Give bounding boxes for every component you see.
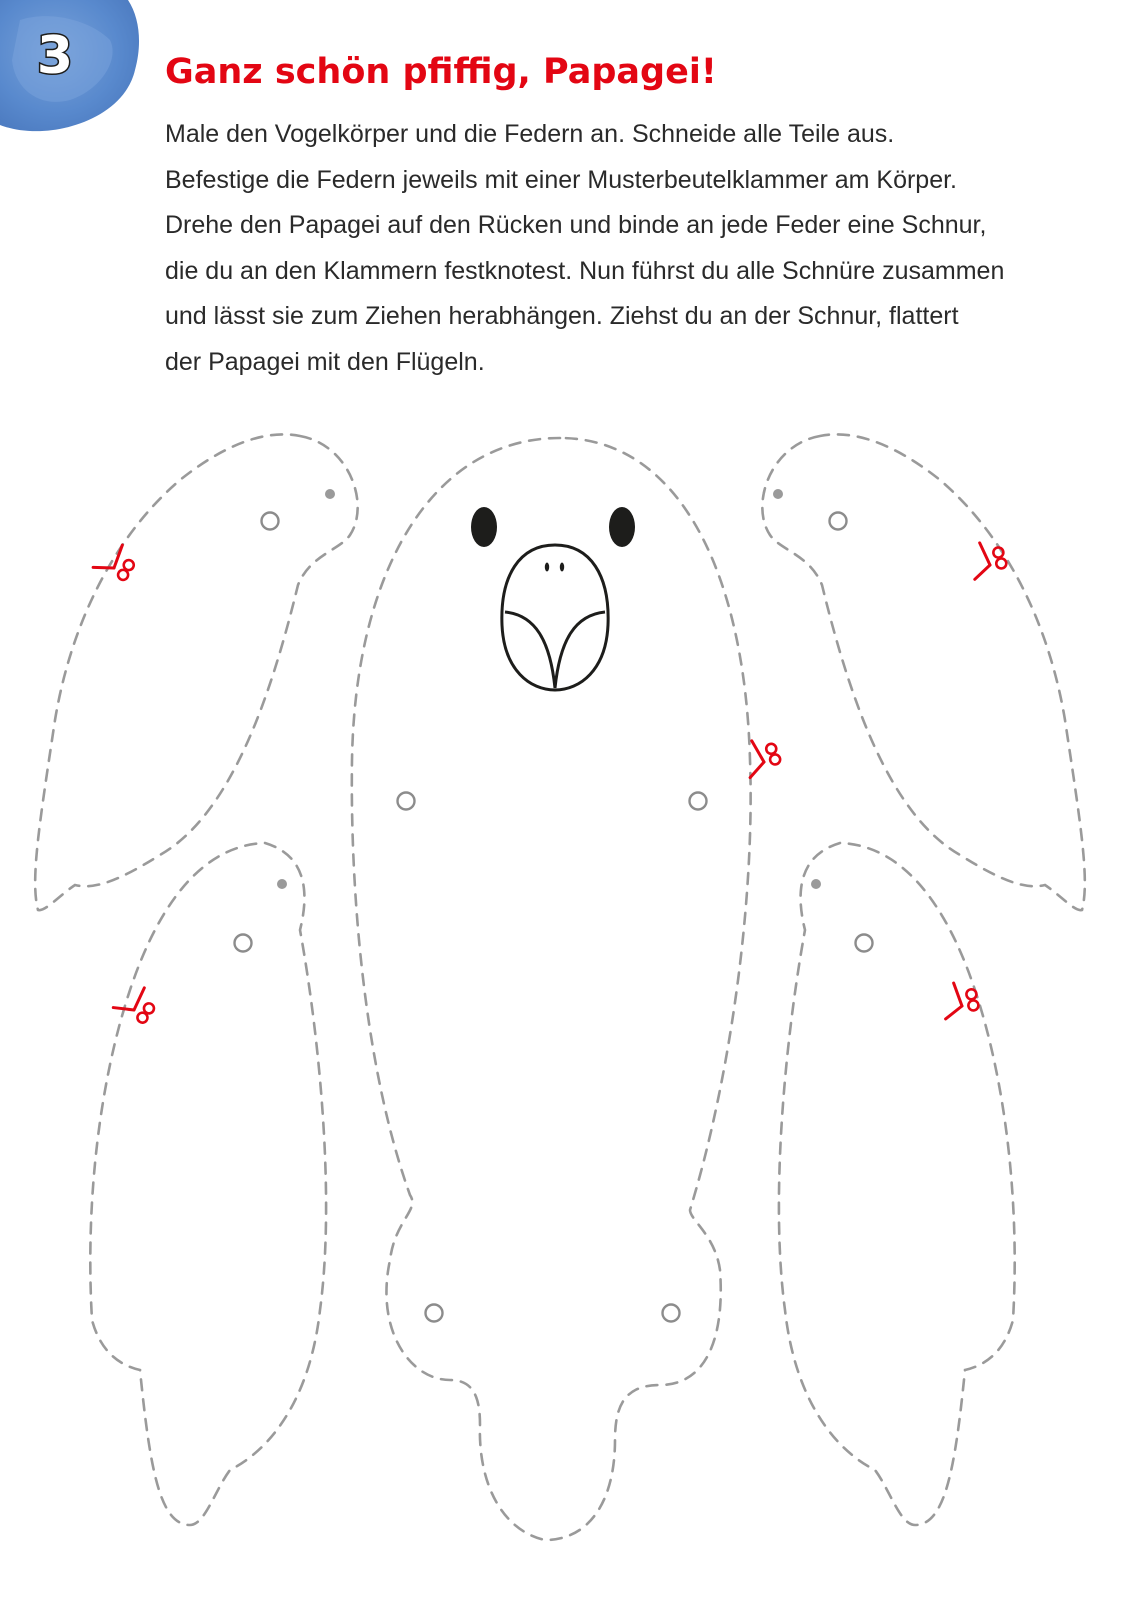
page-title: Ganz schön pfiffig, Papagei! [165,52,717,92]
feather-upper-left [35,434,357,910]
feather-lower-right [779,843,1015,1525]
feather-cut-line [90,843,326,1525]
feather-cut-line [779,843,1015,1525]
scissors-icon [934,978,985,1030]
fastener-hole [235,935,252,952]
attach-dot [773,489,783,499]
instruction-line: Drehe den Papagei auf den Rücken und binde an jede Feder eine Schnur, [165,211,987,239]
instruction-line: und lässt sie zum Ziehen herabhängen. Ziehst du an der Schnur, flattert [165,302,959,330]
fastener-hole [262,513,279,530]
scissors-icon [963,538,1012,590]
fastener-hole [690,793,707,810]
attach-dot [811,879,821,889]
instruction-line: Male den Vogelkörper und die Federn an. Schneide alle Teile aus. [165,120,895,148]
feather-cut-line [762,434,1084,910]
left-eye [471,507,497,547]
attach-dot [277,879,287,889]
beak [502,545,608,690]
step-number: 3 [36,26,74,86]
scissors-icon [111,987,156,1027]
instructions-text [165,112,1085,385]
fastener-hole [663,1305,680,1322]
instruction-line: die du an den Klammern festknotest. Nun führst du alle Schnüre zusammen [165,256,1005,285]
attach-dot [325,489,335,499]
right-eye [609,507,635,547]
fastener-hole [856,935,873,952]
parrot-cutout-template [0,400,1128,1600]
fastener-hole [830,513,847,530]
feather-lower-left [90,843,326,1525]
scissors-icon [90,544,137,587]
fastener-hole [426,1305,443,1322]
instruction-line: Befestige die Federn jeweils mit einer Musterbeutelklammer am Körper. [165,165,958,194]
feather-cut-line [35,434,357,910]
feather-upper-right [762,434,1084,910]
parrot-body [352,438,751,1540]
scissors-icon [737,735,785,786]
fastener-hole [398,793,415,810]
instruction-line: der Papagei mit den Flügeln. [165,347,485,376]
